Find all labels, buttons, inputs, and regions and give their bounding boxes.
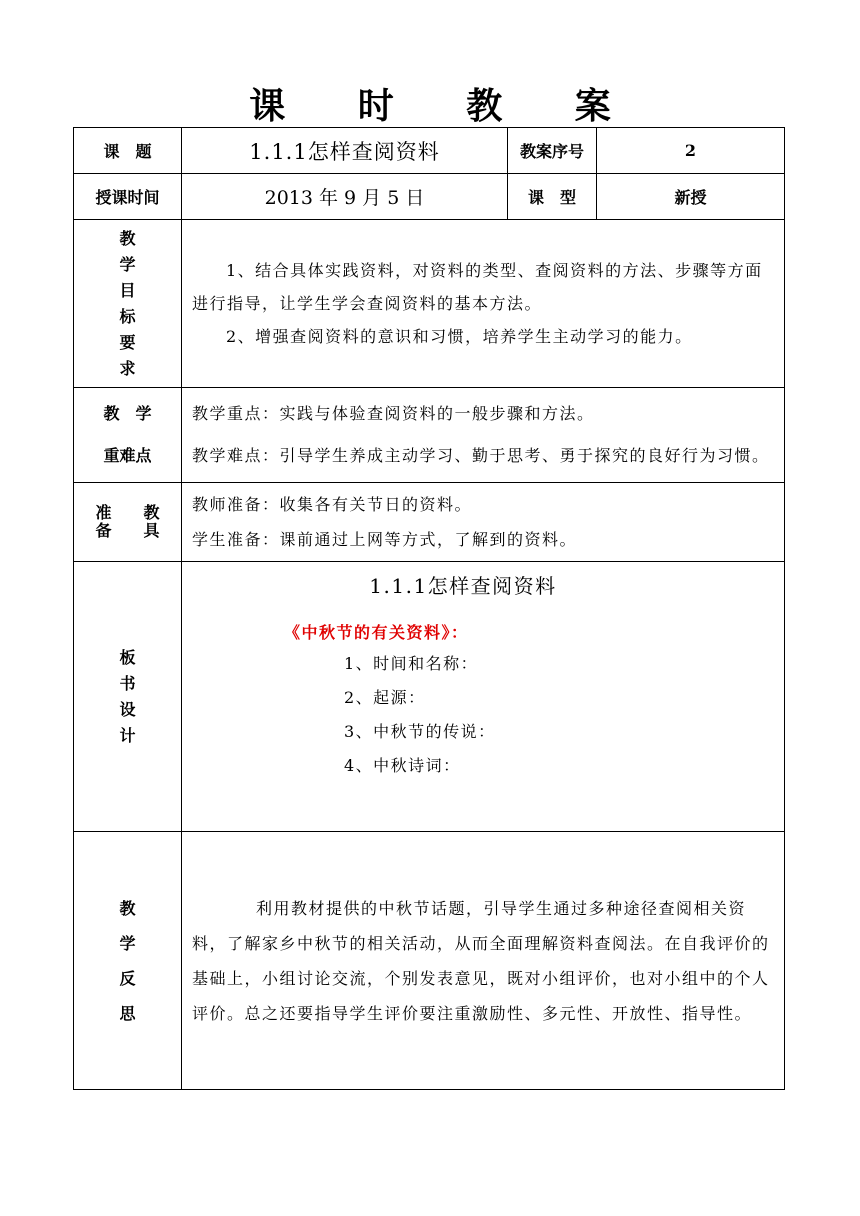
reflection-label-char: 学: [119, 933, 136, 953]
board-label-char: 设: [119, 699, 136, 719]
time-row: [74, 174, 785, 220]
key-focus: 教学重点：实践与体验查阅资料的一般步骤和方法。: [192, 404, 595, 423]
reflection-label-char: 反: [119, 968, 136, 988]
goals-label-char: 要: [119, 332, 136, 352]
prep-row: [74, 483, 785, 562]
board-label: [74, 562, 182, 832]
goals-content: [182, 220, 785, 388]
board-content: [182, 562, 785, 832]
goals-label-char: 教: [119, 228, 136, 248]
keypoints-label-line2: 重难点: [103, 446, 152, 465]
reflection-content: [182, 832, 785, 1090]
reflection-text: 利用教材提供的中秋节话题，引导学生通过多种途径查阅相关资料，了解家乡中秋节的相关活动，从而全面理解资料查阅法。在自我评价的基础上，小组讨论交流，个别发表意见，既对小组评价，也对小组中的个人评价。总之还要指导学生评价要注重激励性、多元性、开放性、指导性。: [192, 898, 770, 1023]
board-subtitle: 《中秋节的有关资料》：: [284, 623, 469, 642]
time-label: 授课时间: [74, 174, 182, 220]
keypoints-label: [74, 388, 182, 483]
type-value: 新授: [597, 174, 785, 220]
goals-row: [74, 220, 785, 388]
topic-value: 1.1.1怎样查阅资料: [182, 128, 508, 174]
keypoints-label-line1: 教 学: [103, 404, 152, 423]
prep-label-line1: 准 教: [95, 503, 160, 522]
goal-item-1: 1、结合具体实践资料，对资料的类型、查阅资料的方法、步骤等方面进行指导，让学生学会查阅资料的基本方法。: [192, 261, 763, 313]
board-title: 1.1.1怎样查阅资料: [369, 574, 557, 598]
reflection-label-char: 思: [119, 1003, 136, 1023]
reflection-row: [74, 832, 785, 1090]
page-title: 课 时 教 案: [249, 85, 641, 127]
reflection-label: [74, 832, 182, 1090]
goals-label-char: 求: [119, 358, 136, 378]
keypoints-content: [182, 388, 785, 483]
board-label-char: 书: [119, 673, 136, 693]
teacher-prep: 教师准备：收集各有关节日的资料。: [192, 495, 473, 514]
goals-label-char: 学: [119, 254, 136, 274]
goals-label: [74, 220, 182, 388]
goals-label-char: 目: [119, 280, 136, 300]
prep-label-line2: 备 具: [95, 521, 160, 540]
serial-label: 教案序号: [508, 128, 597, 174]
time-value: 2013 年 9 月 5 日: [182, 174, 508, 220]
key-difficulty: 教学难点：引导学生养成主动学习、勤于思考、勇于探究的良好行为习惯。: [192, 446, 770, 465]
reflection-label-char: 教: [119, 898, 136, 918]
prep-label: [74, 483, 182, 562]
type-label: 课 型: [508, 174, 597, 220]
board-label-char: 计: [119, 725, 136, 745]
lesson-plan-table: [73, 127, 785, 1090]
topic-label: 课 题: [74, 128, 182, 174]
prep-content: [182, 483, 785, 562]
topic-row: [74, 128, 785, 174]
goals-label-char: 标: [119, 306, 136, 326]
board-item: 4、中秋诗词：: [344, 756, 461, 775]
board-row: [74, 562, 785, 832]
board-label-char: 板: [119, 647, 136, 667]
student-prep: 学生准备：课前通过上网等方式，了解到的资料。: [192, 530, 578, 549]
keypoints-row: [74, 388, 785, 483]
goal-item-2: 2、增强查阅资料的意识和习惯，培养学生主动学习的能力。: [226, 327, 693, 346]
board-item: 1、时间和名称：: [344, 654, 479, 673]
board-item: 3、中秋节的传说：: [344, 722, 496, 741]
serial-value: 2: [597, 128, 785, 174]
board-item: 2、起源：: [344, 688, 426, 707]
